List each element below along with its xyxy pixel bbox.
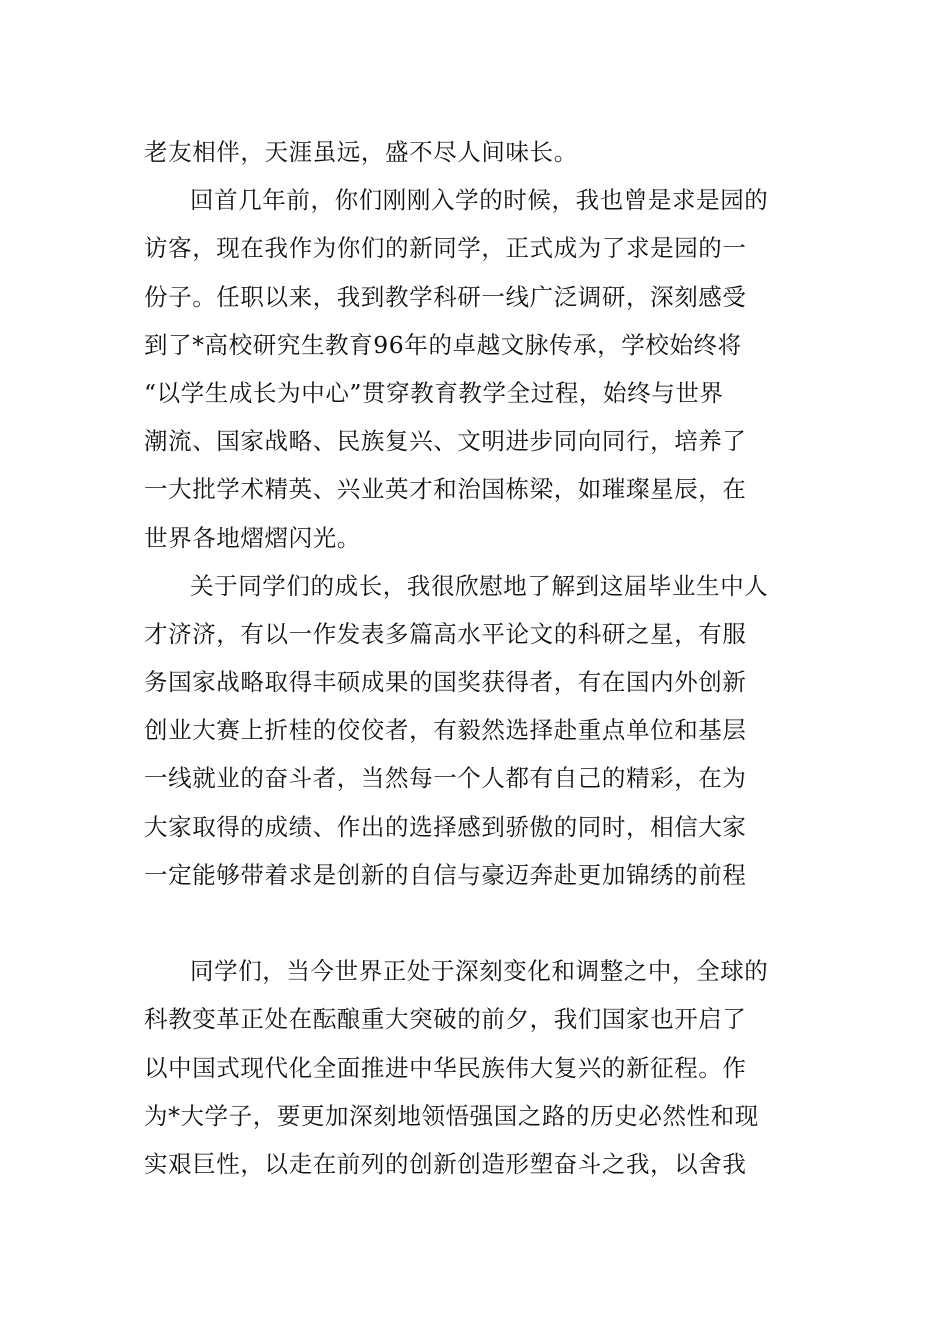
text-line: 务国家战略取得丰硕成果的国奖获得者，有在国内外创新: [144, 668, 747, 697]
document-body: [144, 128, 808, 1188]
paragraph-first-line: 关于同学们的成长，我很欣慰地了解到这届毕业生中人: [190, 571, 769, 600]
text-line: 访客，现在我作为你们的新同学，正式成为了求是园的一: [144, 234, 747, 263]
text-line: 份子。任职以来，我到教学科研一线广泛调研，深刻感受: [144, 282, 747, 311]
text-line: “以学生成长为中心”贯穿教育教学全过程，始终与世界: [144, 378, 724, 407]
text-line: 科教变革正处在酝酿重大突破的前夕，我们国家也开启了: [144, 1005, 747, 1034]
text-line: 以中国式现代化全面推进中华民族伟大复兴的新征程。作: [144, 1053, 747, 1082]
text-line: 一线就业的奋斗者，当然每一个人都有自己的精彩，在为: [144, 764, 747, 793]
text-line: 为*大学子，要更加深刻地领悟强国之路的历史必然性和现: [144, 1101, 759, 1130]
paragraph-first-line: 回首几年前，你们刚刚入学的时候，我也曾是求是园的: [190, 186, 769, 215]
text-line: 大家取得的成绩、作出的选择感到骄傲的同时，相信大家: [144, 812, 747, 841]
text-line: 一定能够带着求是创新的自信与豪迈奔赴更加锦绣的前程: [144, 860, 747, 889]
text-line: 世界各地熠熠闪光。: [144, 523, 361, 552]
text-line: 才济济，有以一作发表多篇高水平论文的科研之星，有服: [144, 619, 747, 648]
text-line: 一大批学术精英、兴业英才和治国栋梁，如璀璨星辰，在: [144, 475, 747, 504]
text-line: 实艰巨性，以走在前列的创新创造形塑奋斗之我，以舍我: [144, 1149, 747, 1178]
paragraph-gap: [144, 899, 808, 947]
text-line: 潮流、国家战略、民族复兴、文明进步同向同行，培养了: [144, 427, 747, 456]
text-line: 老友相伴，天涯虽远，盛不尽人间味长。: [144, 138, 578, 166]
text-line: 到了*高校研究生教育96年的卓越文脉传承，学校始终将: [144, 330, 742, 359]
paragraph-first-line: 同学们，当今世界正处于深刻变化和调整之中，全球的: [190, 957, 769, 986]
text-line: 创业大赛上折桂的佼佼者，有毅然选择赴重点单位和基层: [144, 716, 747, 745]
